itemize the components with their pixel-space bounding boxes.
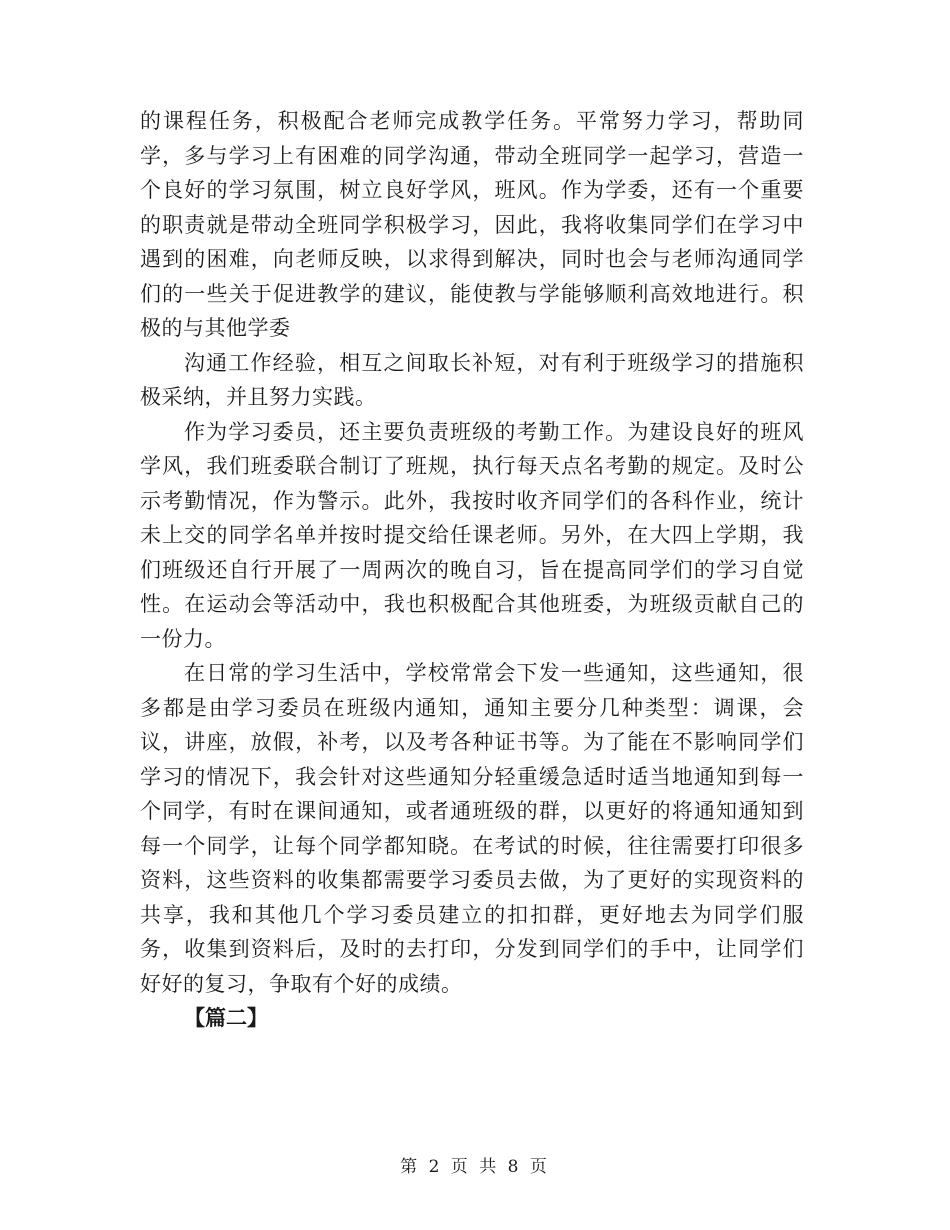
- paragraph-continuation: 的课程任务，积极配合老师完成教学任务。平常努力学习，帮助同学，多与学习上有困难的同学沟通，带动全班同学一起学习，营造一个良好的学习氛围，树立良好学风，班风。作为学委，还有一个重要的职责就是带动全班同学积极学习，因此，我将收集同学们在学习中遇到的困难，向老师反映，以求得到解决，同时也会与老师沟通同学们的一些关于促进教学的建议，能使教与学能够顺利高效地进行。积极的与其他学委: [140, 109, 804, 340]
- section-heading: 【篇二】: [184, 1005, 268, 1030]
- paragraph: 沟通工作经验，相互之间取长补短，对有利于班级学习的措施积极采纳，并且努力实践。: [140, 350, 804, 409]
- page-number-footer: 第 2 页 共 8 页: [400, 1157, 550, 1177]
- document-body: [140, 104, 804, 1036]
- paragraph: 作为学习委员，还主要负责班级的考勤工作。为建设良好的班风学风，我们班委联合制订了班规，执行每天点名考勤的规定。及时公示考勤情况，作为警示。此外，我按时收齐同学们的各科作业，统计未上交的同学名单并按时提交给任课老师。另外，在大四上学期，我们班级还自行开展了一周两次的晚自习，旨在提高同学们的学习自觉性。在运动会等活动中，我也积极配合其他班委，为班级贡献自己的一份力。: [140, 419, 804, 651]
- paragraph: 在日常的学习生活中，学校常常会下发一些通知，这些通知，很多都是由学习委员在班级内通知，通知主要分几种类型：调课，会议，讲座，放假，补考，以及考各种证书等。为了能在不影响同学们学习的情况下，我会针对这些通知分轻重缓急适时适当地通知到每一个同学，有时在课间通知，或者通班级的群，以更好的将通知通知到每一个同学，让每个同学都知晓。在考试的时候，往往需要打印很多资料，这些资料的收集都需要学习委员去做，为了更好的实现资料的共享，我和其他几个学习委员建立的扣扣群，更好地去为同学们服务，收集到资料后，及时的去打印，分发到同学们的手中，让同学们好好的复习，争取有个好的成绩。: [140, 661, 804, 996]
